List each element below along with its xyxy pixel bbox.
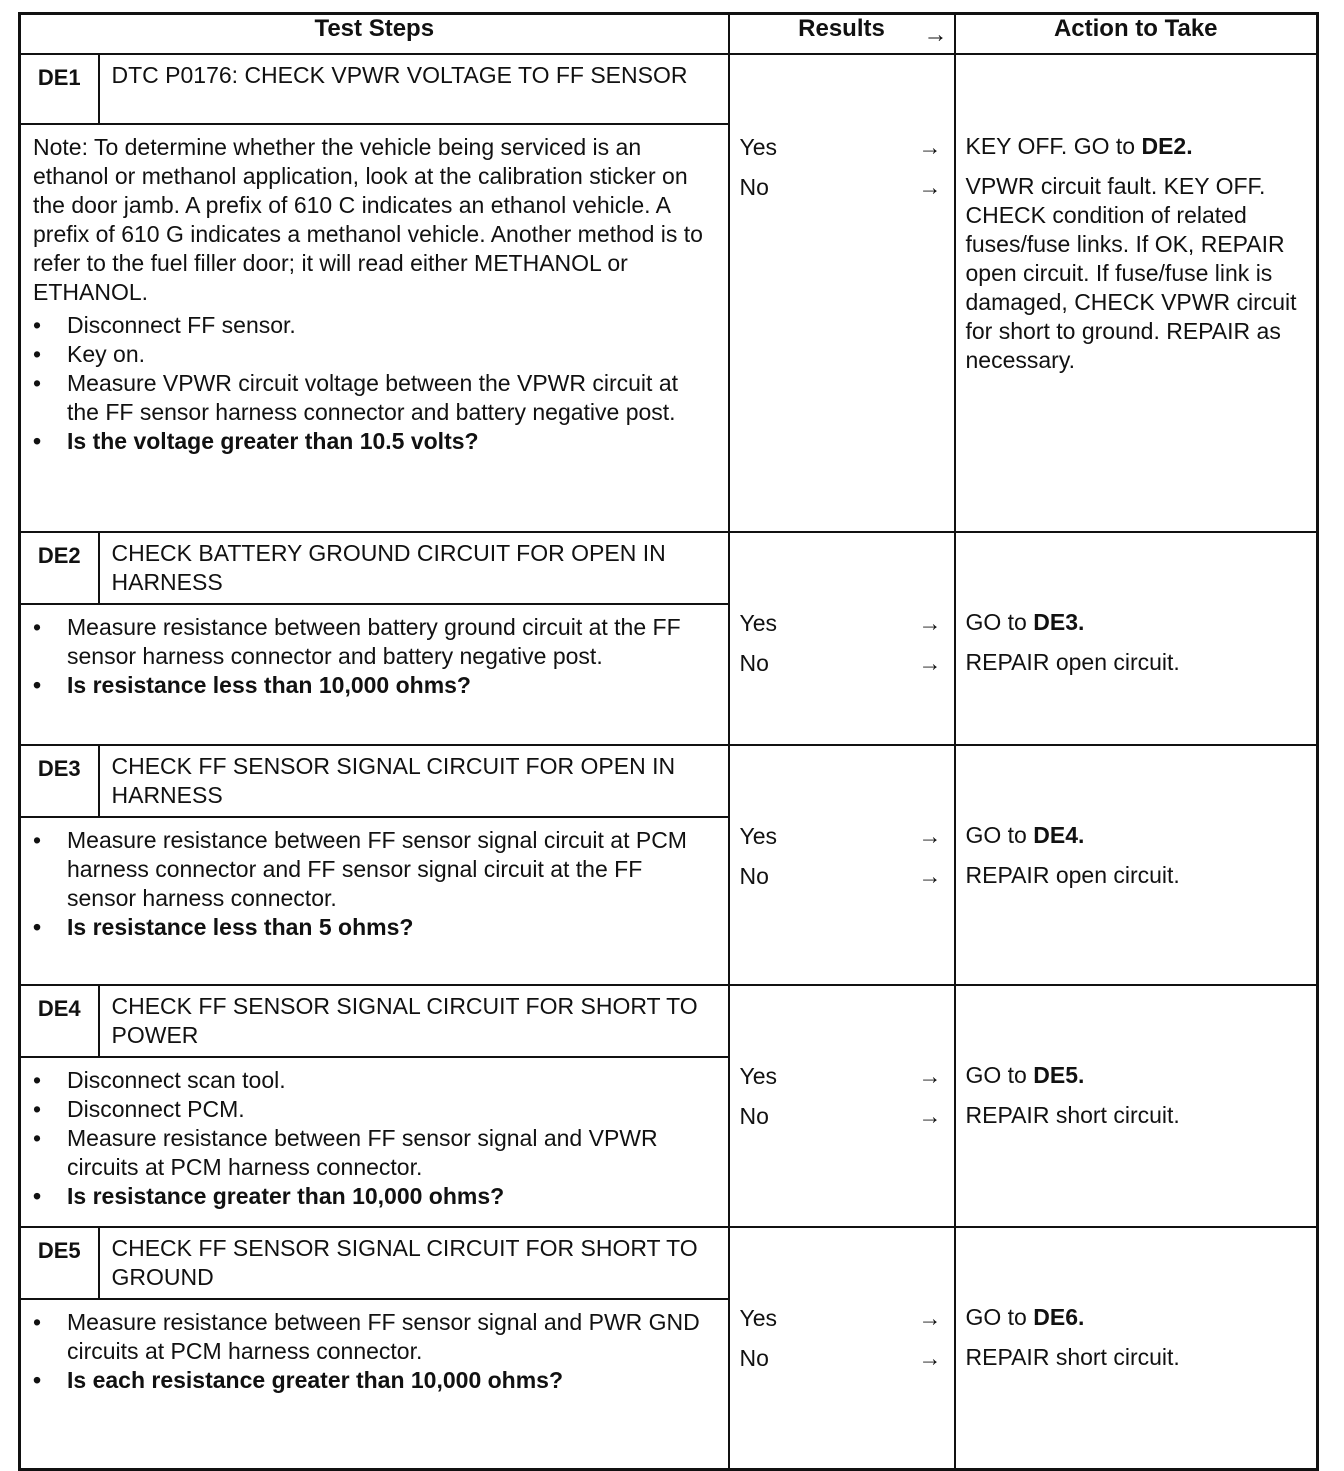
- step-body: [20, 817, 729, 985]
- result-no: [740, 643, 944, 683]
- action-yes-text: KEY OFF. GO to: [965, 133, 1142, 159]
- instruction-item: • Measure resistance between FF sensor signal and VPWR circuits at PCM harness connector.: [33, 1124, 716, 1182]
- result-no-label: No: [739, 1345, 769, 1371]
- header-row: [20, 14, 1318, 55]
- result-no: [740, 856, 944, 896]
- instruction-item: • Measure VPWR circuit voltage between the VPWR circuit at the FF sensor harness connector and battery negative post.: [33, 369, 716, 427]
- step-instructions: [33, 1308, 716, 1395]
- results-wrap: [730, 533, 954, 683]
- action-yes: [966, 1298, 1307, 1338]
- results-wrap: [730, 746, 954, 896]
- right-arrow-icon: →: [918, 610, 942, 636]
- result-yes: [740, 1056, 944, 1096]
- instruction-item: • Disconnect scan tool.: [33, 1066, 716, 1095]
- instruction-item: • Measure resistance between FF sensor signal and PWR GND circuits at PCM harness connector.: [33, 1308, 716, 1366]
- header-test-steps: Test Steps: [20, 14, 729, 55]
- right-arrow-icon: →: [923, 21, 948, 48]
- action-yes-ref: DE3.: [1033, 609, 1085, 635]
- result-yes-label: Yes: [739, 823, 778, 849]
- step-question: • Is resistance less than 10,000 ohms?: [33, 671, 716, 700]
- action-yes-text: GO to: [965, 609, 1034, 635]
- result-no-label: No: [739, 650, 769, 676]
- results-cell: [729, 985, 955, 1227]
- step-id: DE5: [20, 1227, 99, 1299]
- action-cell: [955, 745, 1318, 985]
- action-yes-ref: DE6.: [1033, 1304, 1085, 1330]
- result-yes-label: Yes: [739, 1063, 778, 1089]
- step-title: CHECK FF SENSOR SIGNAL CIRCUIT FOR OPEN IN HARNESS: [99, 745, 729, 817]
- action-yes-text: GO to: [965, 1062, 1034, 1088]
- step-title: CHECK FF SENSOR SIGNAL CIRCUIT FOR SHORT TO POWER: [99, 985, 729, 1057]
- action-cell: [955, 54, 1318, 532]
- actions-wrap: [956, 533, 1317, 683]
- actions-wrap: [956, 746, 1317, 896]
- action-cell: [955, 1227, 1318, 1470]
- result-yes: [740, 127, 944, 167]
- step-title-row: [20, 1227, 1318, 1299]
- results-cell: [729, 1227, 955, 1470]
- actions-wrap: [956, 1228, 1317, 1378]
- results-cell: [729, 54, 955, 532]
- step-id: DE2: [20, 532, 99, 604]
- right-arrow-icon: →: [918, 650, 942, 676]
- step-title-row: [20, 54, 1318, 124]
- step-id: DE3: [20, 745, 99, 817]
- step-body: [20, 604, 729, 745]
- result-no-label: No: [739, 863, 769, 889]
- action-cell: [955, 985, 1318, 1227]
- result-yes: [740, 1298, 944, 1338]
- results-cell: [729, 532, 955, 745]
- instruction-item: • Disconnect PCM.: [33, 1095, 716, 1124]
- step-instructions: [33, 826, 716, 942]
- action-no-text: VPWR circuit fault. KEY OFF. CHECK condition of related fuses/fuse links. If OK, REPAIR open circuit. If fuse/fuse link is damaged, CHECK VPWR circuit for short to ground. REPAIR as necessary.: [965, 173, 1297, 373]
- action-yes-ref: DE2.: [1141, 133, 1193, 159]
- right-arrow-icon: →: [918, 1305, 942, 1331]
- results-wrap: [730, 55, 954, 207]
- result-no-label: No: [739, 174, 769, 200]
- action-yes-ref: DE4.: [1033, 822, 1085, 848]
- results-cell: [729, 745, 955, 985]
- header-action: Action to Take: [955, 14, 1318, 55]
- results-wrap: [730, 986, 954, 1136]
- right-arrow-icon: →: [918, 863, 942, 889]
- action-yes: [966, 127, 1307, 167]
- right-arrow-icon: →: [918, 134, 942, 160]
- result-no-label: No: [739, 1103, 769, 1129]
- step-instructions: [33, 613, 716, 700]
- step-title-row: [20, 985, 1318, 1057]
- step-note: Note: To determine whether the vehicle being serviced is an ethanol or methanol application, look at the calibration sticker on the door jamb. A prefix of 610 C indicates an ethanol vehicle. A prefix of 610 G indicates a methanol vehicle. Another method is to refer to the fuel filler door; it will read either METHANOL or ETHANOL.: [33, 134, 703, 305]
- step-question: • Is resistance greater than 10,000 ohms?: [33, 1182, 716, 1211]
- step-question: • Is the voltage greater than 10.5 volts?: [33, 427, 716, 456]
- result-yes-label: Yes: [739, 134, 778, 160]
- action-no-text: REPAIR open circuit.: [965, 649, 1180, 675]
- instruction-item: • Measure resistance between FF sensor signal circuit at PCM harness connector and FF sensor signal circuit at the FF sensor harness connector.: [33, 826, 716, 913]
- step-body: [20, 1057, 729, 1227]
- action-no: [966, 1338, 1307, 1378]
- result-no: [740, 167, 944, 207]
- step-id: DE4: [20, 985, 99, 1057]
- right-arrow-icon: →: [918, 1345, 942, 1371]
- action-yes: [966, 1056, 1307, 1096]
- step-body: [20, 1299, 729, 1470]
- step-title-row: [20, 532, 1318, 604]
- header-results-label: Results: [798, 15, 885, 42]
- action-no-text: REPAIR short circuit.: [965, 1102, 1180, 1128]
- step-title: CHECK FF SENSOR SIGNAL CIRCUIT FOR SHORT TO GROUND: [99, 1227, 729, 1299]
- diagnostic-table: [18, 12, 1319, 1471]
- results-wrap: [730, 1228, 954, 1378]
- action-yes: [966, 603, 1307, 643]
- instruction-item: • Key on.: [33, 340, 716, 369]
- step-title: DTC P0176: CHECK VPWR VOLTAGE TO FF SENSOR: [99, 54, 729, 124]
- header-results: [729, 14, 955, 55]
- action-yes-ref: DE5.: [1033, 1062, 1085, 1088]
- result-no: [740, 1096, 944, 1136]
- action-yes-text: GO to: [965, 822, 1034, 848]
- right-arrow-icon: →: [918, 823, 942, 849]
- result-yes-label: Yes: [739, 1305, 778, 1331]
- right-arrow-icon: →: [918, 1103, 942, 1129]
- action-no: [966, 856, 1307, 896]
- steps-body: [20, 54, 1318, 1470]
- result-yes: [740, 603, 944, 643]
- step-title: CHECK BATTERY GROUND CIRCUIT FOR OPEN IN HARNESS: [99, 532, 729, 604]
- action-cell: [955, 532, 1318, 745]
- step-body: [20, 124, 729, 532]
- instruction-item: • Measure resistance between battery ground circuit at the FF sensor harness connector and battery negative post.: [33, 613, 716, 671]
- step-title-row: [20, 745, 1318, 817]
- action-yes: [966, 816, 1307, 856]
- step-question: • Is each resistance greater than 10,000 ohms?: [33, 1366, 716, 1395]
- step-question: • Is resistance less than 5 ohms?: [33, 913, 716, 942]
- result-yes-label: Yes: [739, 610, 778, 636]
- right-arrow-icon: →: [918, 1063, 942, 1089]
- result-yes: [740, 816, 944, 856]
- step-id: DE1: [20, 54, 99, 124]
- step-instructions: [33, 311, 716, 456]
- action-no-text: REPAIR short circuit.: [965, 1344, 1180, 1370]
- action-no-text: REPAIR open circuit.: [965, 862, 1180, 888]
- instruction-item: • Disconnect FF sensor.: [33, 311, 716, 340]
- right-arrow-icon: →: [918, 174, 942, 200]
- action-no: [966, 643, 1307, 683]
- action-no: [966, 1096, 1307, 1136]
- actions-wrap: [956, 55, 1317, 375]
- actions-wrap: [956, 986, 1317, 1136]
- action-no: [966, 167, 1307, 375]
- result-no: [740, 1338, 944, 1378]
- action-yes-text: GO to: [965, 1304, 1034, 1330]
- step-instructions: [33, 1066, 716, 1211]
